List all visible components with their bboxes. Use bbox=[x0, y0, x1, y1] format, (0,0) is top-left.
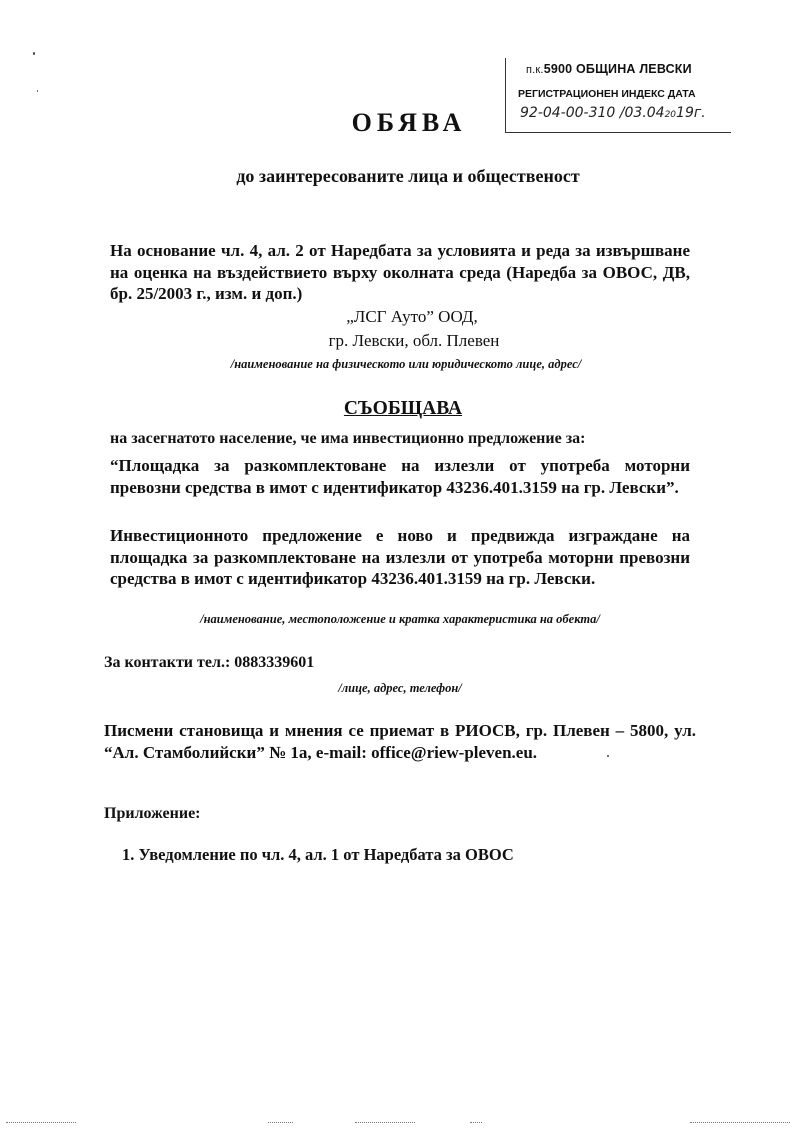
scan-edge-mark bbox=[268, 1122, 293, 1124]
announces-heading: СЪОБЩАВА bbox=[343, 398, 463, 419]
scan-speck bbox=[33, 52, 35, 55]
submissions-paragraph: Писмени становища и мнения се приемат в РИОСВ, гр. Плевен – 5800, ул. “Ал. Стамболийски” № 1а, e-mail: office@riew-pleven.eu. bbox=[104, 721, 696, 762]
page-subtitle: до заинтересованите лица и общественост bbox=[236, 166, 580, 186]
proposal-title: “Площадка за разкомплектоване на излезли от употреба моторни превозни средства в имот с идентификатор 43236.401.3159 на гр. Левски”. bbox=[110, 456, 690, 497]
stamp-registration-date: /03.04 bbox=[619, 105, 665, 121]
contacts-caption: /лице, адрес, телефон/ bbox=[338, 681, 462, 695]
stamp-registration-year: 19г. bbox=[676, 105, 706, 121]
stamp-office bbox=[526, 62, 692, 76]
attachment-item: 1. Уведомление по чл. 4, ал. 1 от Наредбата за ОВОС bbox=[122, 845, 514, 864]
stamp-office-name: 5900 ОБЩИНА ЛЕВСКИ bbox=[543, 62, 692, 76]
stamp-year-prefix: 20 bbox=[664, 110, 677, 120]
proposal-caption: /наименование, местоположение и кратка характеристика на обекта/ bbox=[200, 612, 600, 626]
scan-edge-mark bbox=[690, 1122, 790, 1124]
proposal-description: Инвестиционното предложение е ново и предвижда изграждане на площадка за разкомплектоване на излезли от употреба моторни превозни средства в имот с идентификатор 43236.401.3159 на гр. Левски. bbox=[110, 526, 690, 588]
page-title: ОБЯВА bbox=[351, 108, 467, 137]
contacts-phone: За контакти тел.: 0883339601 bbox=[104, 654, 315, 671]
company-caption: /наименование на физическото или юридическото лице, адрес/ bbox=[230, 357, 582, 371]
attachments-label: Приложение: bbox=[104, 805, 201, 822]
announces-intro: на засегнатото население, че има инвестиционно предложение за: bbox=[110, 430, 586, 447]
scan-edge-mark bbox=[470, 1122, 482, 1124]
company-name: „ЛСГ Ауто” ООД, bbox=[346, 307, 478, 326]
scan-speck bbox=[607, 755, 609, 757]
scan-edge-mark bbox=[6, 1122, 76, 1124]
company-address: гр. Левски, обл. Плевен bbox=[328, 331, 500, 350]
stamp-registration-label: РЕГИСТРАЦИОНЕН ИНДЕКС ДАТА bbox=[518, 88, 696, 100]
stamp-registration-number: 92-04-00-310 bbox=[520, 105, 616, 121]
stamp-prefix: п.к. bbox=[526, 64, 544, 76]
scan-edge-mark bbox=[355, 1122, 415, 1124]
scan-speck bbox=[37, 90, 38, 92]
legal-basis-paragraph: На основание чл. 4, ал. 2 от Наредбата за условията и реда за извършване на оценка на въздействието върху околната среда (Наредба за ОВОС, ДВ, бр. 25/2003 г., изм. и доп.) bbox=[110, 241, 690, 303]
